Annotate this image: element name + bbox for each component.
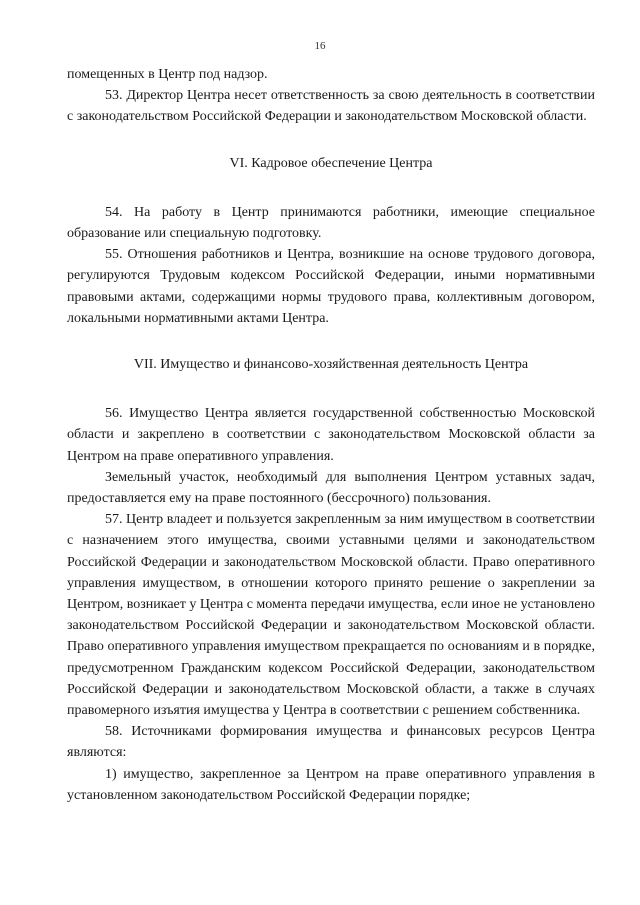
paragraph-53: 53. Директор Центра несет ответственность за свою деятельность в соответствии с законодательством Российской Федерации и законодательством Московской области.	[67, 88, 595, 125]
paragraph-57: 57. Центр владеет и пользуется закрепленным за ним имуществом в соответствии с назначением этого имущества, своими уставными целями и законодательством Российской Федерации и законодательством Московской области. Право оперативного управления имуществом, в отношении которого принято решение о закреплении за Центром, возникает у Центра с момента передачи имущества, если иное не установлено законодательством Российской Федерации и законодательством Московской области. Право оперативного управления имуществом прекращается по основаниям и в порядке, предусмотренном Гражданским кодексом Российской Федерации, законодательством Российской Федерации и законодательством Московской области, а также в случаях правомерного изъятия имущества у Центра в соответствии с решением собственника.	[67, 512, 595, 719]
paragraph-55: 55. Отношения работников и Центра, возникшие на основе трудового договора, регулируются Трудовым кодексом Российской Федерации, иными нормативными правовыми актами, содержащими нормы трудового права, коллективным договором, локальными нормативными актами Центра.	[67, 247, 595, 326]
paragraph-land-plot: Земельный участок, необходимый для выполнения Центром уставных задач, предоставляется ему на праве постоянного (бессрочного) пользования.	[67, 469, 595, 507]
section-heading-vi: VI. Кадровое обеспечение Центра	[229, 155, 433, 171]
paragraph-58: 58. Источниками формирования имущества и финансовых ресурсов Центра являются:	[67, 724, 595, 761]
paragraph-56: 56. Имущество Центра является государственной собственностью Московской области и закреплено в соответствии с законодательством Московской области за Центром на праве оперативного управления.	[67, 406, 595, 464]
paragraph-58-item-1: 1) имущество, закрепленное за Центром на праве оперативного управления в установленном законодательством Российской Федерации порядке;	[67, 766, 595, 803]
page-number: 16	[314, 40, 326, 52]
paragraph-continuation: помещенных в Центр под надзор.	[67, 67, 268, 82]
section-heading-vii: VII. Имущество и финансово-хозяйственная деятельность Центра	[133, 357, 529, 373]
document-body	[67, 64, 595, 806]
paragraph-54: 54. На работу в Центр принимаются работники, имеющие специальное образование или специальную подготовку.	[67, 204, 595, 242]
